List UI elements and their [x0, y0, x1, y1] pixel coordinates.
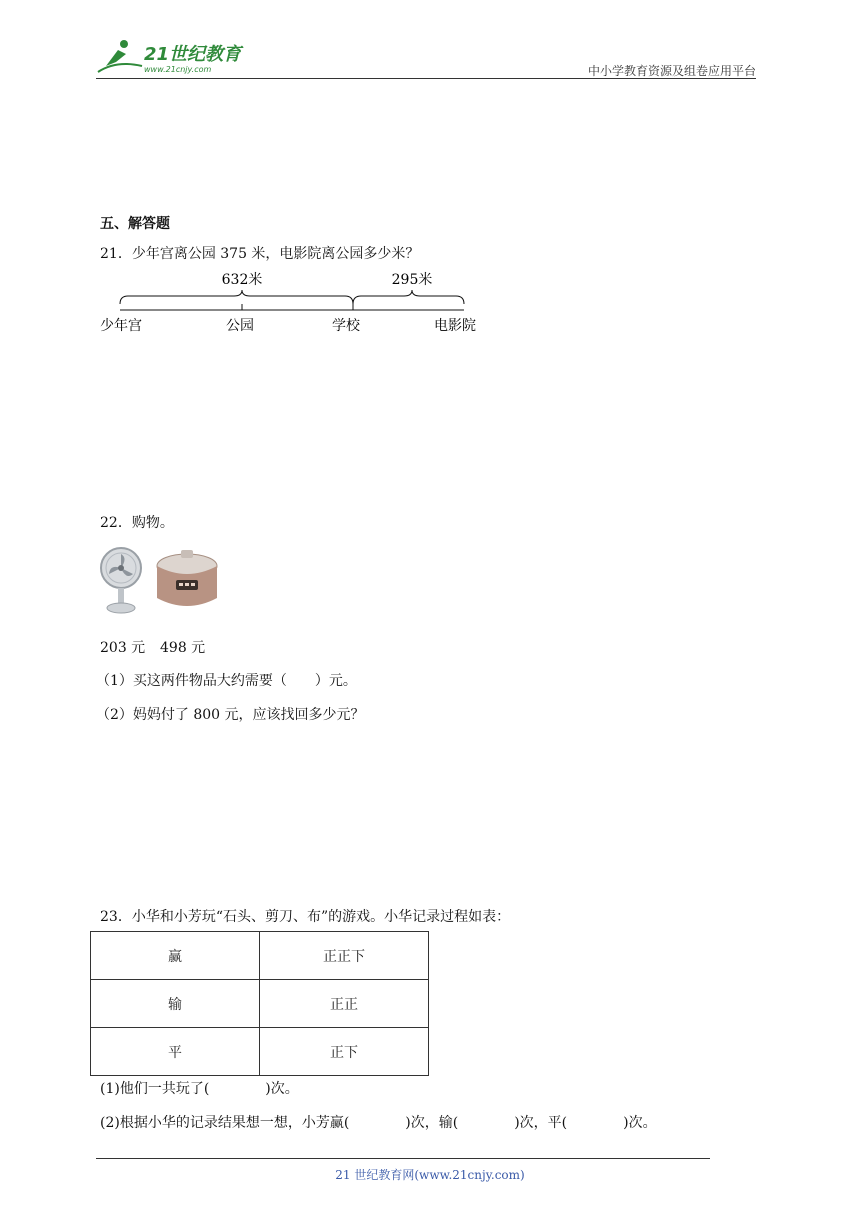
tally-draw: 正下 — [260, 1028, 429, 1076]
table-row — [91, 980, 429, 1028]
header-platform-text: 中小学教育资源及组卷应用平台 — [587, 64, 756, 78]
question-22-sub1: （1）买这两件物品大约需要（ ）元。 — [96, 673, 357, 689]
place-school: 学校 — [332, 318, 360, 334]
row-label-lose: 输 — [91, 980, 260, 1028]
price-rice-cooker: 498 元 — [160, 640, 206, 656]
question-21-text: 21．少年宫离公园 375 米，电影院离公园多少米？ — [100, 246, 420, 262]
row-label-win: 赢 — [91, 932, 260, 980]
section-title: 五、解答题 — [100, 216, 170, 232]
tally-win: 正正下 — [260, 932, 429, 980]
footer-divider — [96, 1158, 710, 1159]
question-23-sub1: (1)他们一共玩了( )次。 — [100, 1081, 299, 1097]
distance-segment-diagram — [96, 266, 496, 338]
question-22-text: 22．购物。 — [100, 515, 174, 531]
place-youth-palace: 少年宫 — [100, 318, 142, 334]
brace-label-295: 295米 — [391, 272, 433, 288]
table-row — [91, 1028, 429, 1076]
tally-table — [90, 931, 429, 1076]
tally-lose: 正正 — [260, 980, 429, 1028]
price-fan: 203 元 — [100, 640, 146, 656]
brace-label-632: 632米 — [221, 272, 263, 288]
place-park: 公园 — [226, 318, 254, 334]
row-label-draw: 平 — [91, 1028, 260, 1076]
logo-url: www.21cnjy.com — [144, 65, 212, 74]
question-23-text: 23．小华和小芳玩“石头、剪刀、布”的游戏。小华记录过程如表： — [100, 909, 511, 925]
footer-link[interactable]: 21 世纪教育网(www.21cnjy.com) — [335, 1168, 525, 1182]
place-cinema: 电影院 — [434, 318, 476, 334]
fan-icon — [98, 546, 144, 616]
logo-text: 21世纪教育 — [144, 44, 242, 65]
rice-cooker-icon — [154, 548, 220, 614]
question-22-sub2: （2）妈妈付了 800 元，应该找回多少元？ — [96, 707, 365, 723]
brace-632 — [120, 290, 353, 304]
question-23-sub2: (2)根据小华的记录结果想一想，小芳赢( )次，输( )次，平( )次。 — [100, 1115, 657, 1131]
site-logo — [96, 36, 256, 76]
brace-295 — [353, 290, 464, 304]
table-row — [91, 932, 429, 980]
header-divider — [96, 78, 756, 79]
